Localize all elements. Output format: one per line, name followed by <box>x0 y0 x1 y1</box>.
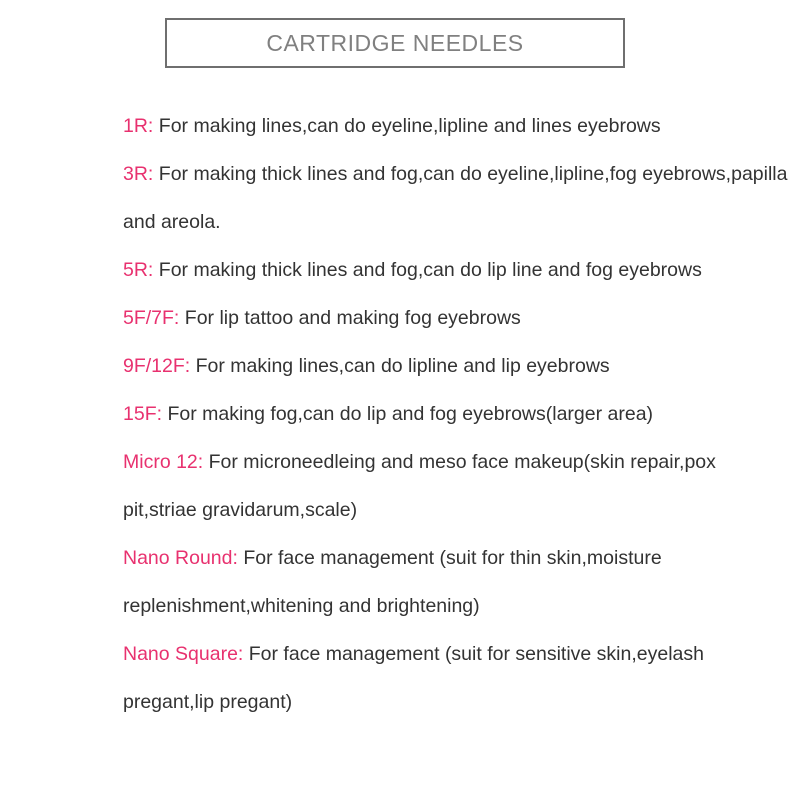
title-box <box>165 18 625 68</box>
needle-description: For face management (suit for sensitive skin,eyelash pregant,lip pregant) <box>123 643 704 713</box>
needle-term: 1R: <box>123 115 154 137</box>
list-item-5f-7f <box>123 294 793 342</box>
needle-list <box>123 102 793 726</box>
needle-description: For face management (suit for thin skin,moisture replenishment,whitening and brightening) <box>123 547 662 617</box>
list-item-nano-square <box>123 630 793 726</box>
list-item-5r <box>123 246 793 294</box>
needle-description: For making fog,can do lip and fog eyebrows(larger area) <box>162 403 654 425</box>
page-title: CARTRIDGE NEEDLES <box>266 29 524 56</box>
list-item-micro-12 <box>123 438 793 534</box>
needle-term: 9F/12F: <box>123 355 191 377</box>
needle-description: For lip tattoo and making fog eyebrows <box>179 307 521 329</box>
list-item-3r <box>123 150 793 246</box>
needle-description: For microneedleing and meso face makeup(skin repair,pox pit,striae gravidarum,scale) <box>123 451 716 521</box>
list-item-1r <box>123 102 793 150</box>
needle-description: For making lines,can do eyeline,lipline and lines eyebrows <box>153 115 661 137</box>
needle-term: 15F: <box>123 403 163 425</box>
list-item-15f <box>123 390 793 438</box>
needle-description: For making lines,can do lipline and lip eyebrows <box>190 355 610 377</box>
needle-term: 3R: <box>123 163 154 185</box>
list-item-9f-12f <box>123 342 793 390</box>
needle-description: For making thick lines and fog,can do lip line and fog eyebrows <box>153 259 702 281</box>
list-item-nano-round <box>123 534 793 630</box>
needle-term: Nano Square: <box>123 643 244 665</box>
needle-term: 5R: <box>123 259 154 281</box>
needle-term: 5F/7F: <box>123 307 180 329</box>
needle-term: Micro 12: <box>123 451 204 473</box>
needle-description: For making thick lines and fog,can do eyeline,lipline,fog eyebrows,papilla and areola. <box>123 163 788 233</box>
needle-term: Nano Round: <box>123 547 238 569</box>
